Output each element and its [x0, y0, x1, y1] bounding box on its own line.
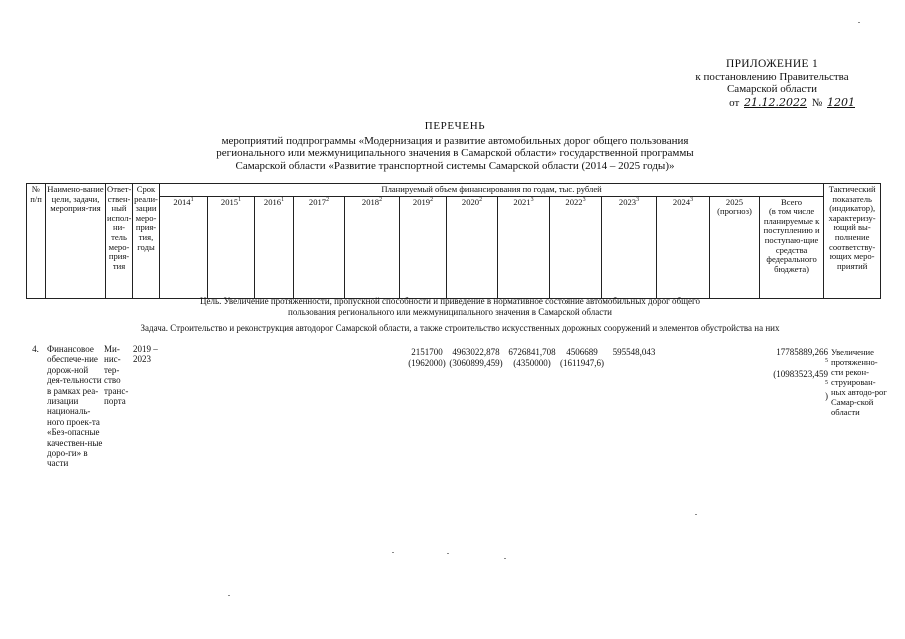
funding-cell-total [752, 347, 828, 402]
scan-speck [695, 514, 697, 515]
scan-speck [392, 552, 394, 553]
col-header-year: 2019$^2$ [400, 196, 447, 298]
funding-cell-2019: 2151700 (1962000) [408, 347, 446, 368]
total-main: 17785889,266 $^5$ [776, 347, 828, 364]
scan-speck [858, 22, 860, 23]
scan-speck [504, 558, 506, 559]
handwritten-number: 1201 [827, 95, 855, 109]
appendix-line-1: к постановлению Правительства [695, 70, 849, 83]
col-header-year: 2022$^3$ [550, 196, 602, 298]
row-number: 4. [32, 344, 39, 354]
row-activity-name: Финансовое обеспече-ние дорож-ной дея-тельности в рамках реа-лизации националь-ного проек-та «Без-опасные качествен-ные доро-ги» в части [47, 344, 103, 469]
col-header-year: 2020$^2$ [447, 196, 498, 298]
col-header-year: 2023$^3$ [602, 196, 657, 298]
funding-cell-2020: 4963022,878 (3060899,459) [449, 347, 503, 368]
task-text: Задача. Строительство и реконструкция автодорог Самарской области, а также строительство искусственных дорожных сооружений и элементов обустройства на них [140, 323, 780, 333]
document-title-line-2: регионального или межмуниципального значения в Самарской области» государственной программы [216, 147, 694, 159]
col-header-number: № п/п [27, 184, 46, 299]
appendix-signature-line [687, 97, 857, 110]
col-header-year: 2014$^1$ [160, 196, 208, 298]
scan-speck [447, 553, 449, 554]
document-heading: ПЕРЕЧЕНЬ [424, 120, 486, 132]
row-responsible: Ми-нис-тер-ство транс-порта [104, 344, 129, 407]
goal-text [90, 296, 810, 318]
col-header-year: 2017$^2$ [294, 196, 345, 298]
row-period: 2019 – 2023 [133, 344, 158, 365]
document-title-line-1: мероприятий подпрограммы «Модернизация и развитие автомобильных дорог общего пользования [221, 134, 689, 147]
number-prefix: № [811, 96, 823, 109]
col-header-name: Наимено-вание цели, задачи, мероприя-тия [46, 184, 106, 299]
col-header-indicator: Тактический показатель (индикатор), характеризу-ющий вы-полнение соответству-ющих меро-приятий [824, 184, 881, 299]
col-header-year-2025: 2025 (прогноз) [710, 196, 760, 298]
appendix-block [687, 58, 857, 109]
col-header-year: 2015$^1$ [208, 196, 255, 298]
goal-line-2: пользования регионального или межмуниципального значения в Самарской области [288, 307, 612, 317]
appendix-line-2: Самарской области [726, 83, 818, 95]
col-header-year: 2024$^3$ [657, 196, 710, 298]
col-header-year: 2021$^3$ [498, 196, 550, 298]
funding-cell-2023: 595548,043 [612, 347, 656, 357]
document-title [130, 120, 780, 172]
col-header-period: Срок реали-зации меро-прия-тия, годы [133, 184, 160, 299]
col-header-total: Всего (в том числе планируемые к поступлению и поступаю-щие средства федерального бюджета) [760, 196, 824, 298]
appendix-title: ПРИЛОЖЕНИЕ 1 [725, 58, 818, 70]
row-indicator: Увеличение протяженно-сти рекон-струирован-ных автодо-рог Самар-ской области [831, 347, 887, 417]
funding-table-header [26, 183, 881, 299]
funding-cell-2022: 4506689 (1611947,6) [560, 347, 604, 368]
document-title-line-3: Самарской области «Развитие транспортной системы Самарской области (2014 – 2025 годы)» [235, 159, 675, 172]
col-header-year: 2018$^2$ [345, 196, 400, 298]
handwritten-date: 21.12.2022 [744, 95, 807, 109]
funding-cell-2021: 6726841,708 (4350000) [508, 347, 556, 368]
col-header-funding: Планируемый объем финансирования по годам, тыс. рублей [160, 184, 824, 197]
date-prefix: от [729, 96, 740, 109]
scan-speck [228, 595, 230, 596]
goal-line-1: Цель. Увеличение протяженности, пропускной способности и приведение в нормативное состояние автомобильных дорог общего [199, 296, 700, 306]
col-header-year: 2016$^1$ [255, 196, 294, 298]
col-header-responsible: Ответ-ствен-ный испол-ни-тель меро-прия-тия [106, 184, 133, 299]
total-federal: (10983523,459 $^5$ ) [773, 369, 828, 401]
